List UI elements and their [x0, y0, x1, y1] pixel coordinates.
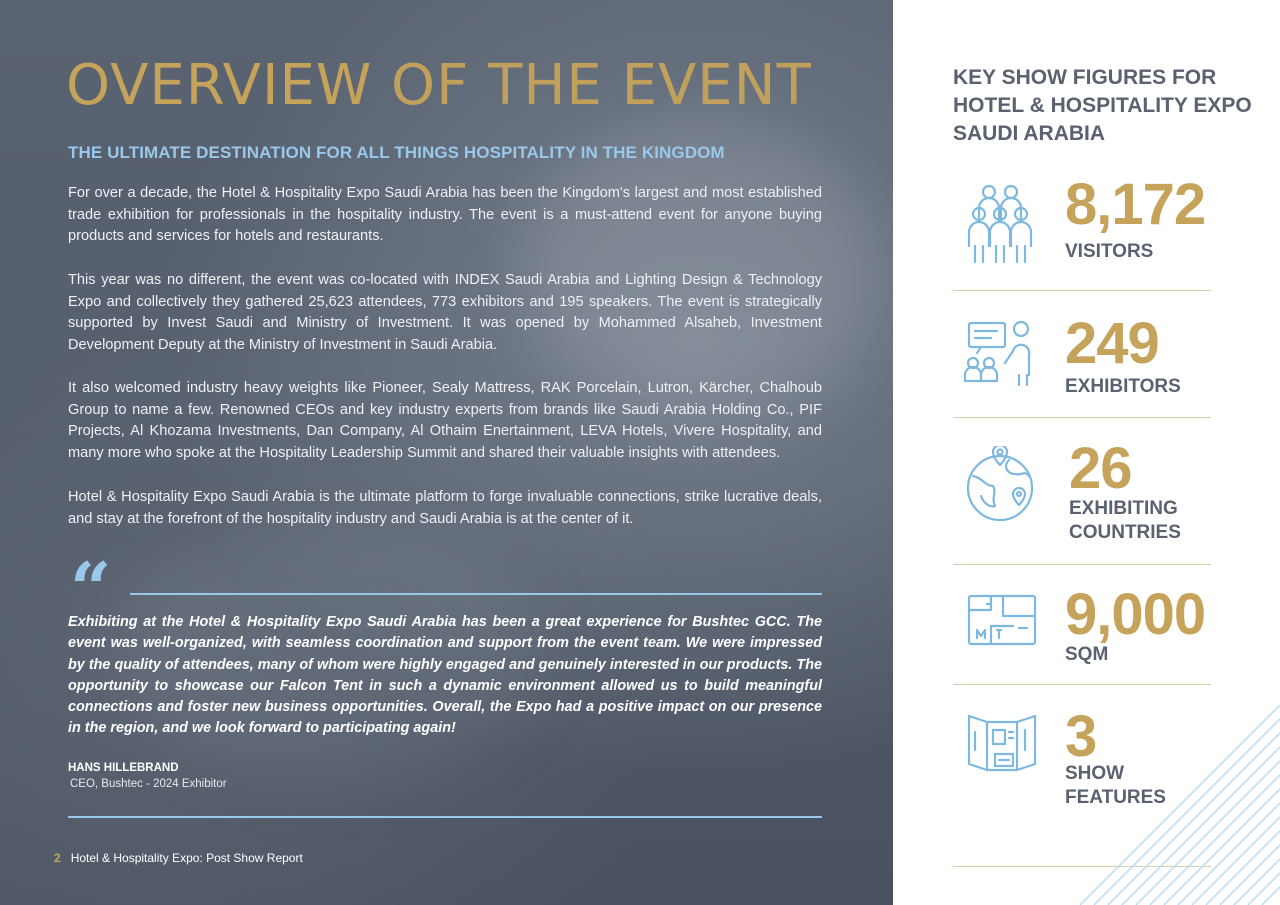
stat-exhibitors	[953, 311, 1211, 415]
page-number: 2	[54, 851, 61, 865]
stat-label-line: SHOW	[1065, 763, 1125, 784]
stat-value: 26	[1069, 436, 1132, 501]
testimonial-quote: Exhibiting at the Hotel & Hospitality Expo Saudi Arabia has been a great experience for Bushtec GCC. The event was well-organized, with seamless coordination and support from the event team. We were impressed by the quality of attendees, many of whom were highly engaged and genuinely interested in our products. The opportunity to showcase our Falcon Tent in such a dynamic environment allowed us to build meaningful connections and foster new business opportunities. Overall, the Expo had a positive impact on our presence in the region, and we look forward to participating again!	[68, 614, 822, 737]
divider	[68, 816, 822, 818]
testimonial-author: HANS HILLEBRAND	[68, 762, 179, 774]
stat-sqm	[953, 582, 1211, 681]
page-title	[66, 53, 812, 118]
stat-label	[1069, 497, 1181, 545]
stat-value: 8,172	[1065, 172, 1206, 237]
key-figures-panel	[893, 0, 1280, 905]
divider	[953, 417, 1211, 418]
page-subtitle: THE ULTIMATE DESTINATION FOR ALL THINGS HOSPITALITY IN THE KINGDOM	[68, 143, 725, 162]
paragraph-intro: For over a decade, the Hotel & Hospitality Expo Saudi Arabia has been the Kingdom's largest and most established trade exhibition for professionals in the hospitality industry. The event is a must-attend event for anyone buying products and services for hotels and restaurants.	[68, 185, 822, 245]
testimonial-role: CEO, Bushtec - 2024 Exhibitor	[70, 778, 227, 790]
title-emphasis: OVERVIEW	[66, 53, 373, 118]
exhibition-booth-icon	[963, 710, 1037, 794]
paragraph-closing: Hotel & Hospitality Expo Saudi Arabia is the ultimate platform to forge invaluable connections, strike lucrative deals, and stay at the forefront of the hospitality industry and Saudi Arabia is at the center of it.	[68, 489, 822, 527]
decorative-hatch-pattern	[1080, 705, 1280, 905]
divider	[953, 684, 1211, 685]
report-name: Hotel & Hospitality Expo: Post Show Report	[70, 851, 303, 865]
stat-label-line: EXHIBITING	[1069, 498, 1178, 519]
stat-label: EXHIBITORS	[1065, 376, 1181, 397]
divider	[953, 564, 1211, 565]
people-group-icon	[963, 180, 1037, 264]
stat-label: SQM	[1065, 644, 1109, 665]
paragraph-exhibitors: It also welcomed industry heavy weights like Pioneer, Sealy Mattress, RAK Porcelain, Lutron, Kärcher, Chalhoub Group to name a few. Renowned CEOs and key industry experts from brands like Saudi Arabia Holding Co., PIF Projects, Al Khozama Investments, Dan Company, Al Othaim Enertainment, LEVA Hotels, Vivere Hospitality, and many more who spoke at the Hospitality Leadership Summit and shared their valuable insights with attendees.	[68, 380, 822, 461]
stat-label: VISITORS	[1065, 241, 1154, 262]
stat-value: 9,000	[1065, 582, 1206, 647]
title-rest: OF THE EVENT	[372, 53, 812, 118]
presenter-icon	[963, 317, 1037, 401]
stat-value: 249	[1065, 311, 1159, 376]
floor-plan-icon	[963, 586, 1037, 670]
stat-value: 3	[1065, 704, 1097, 769]
stat-countries	[953, 436, 1211, 560]
stat-visitors	[953, 172, 1211, 286]
globe-location-icon	[963, 446, 1037, 530]
divider	[130, 593, 822, 595]
paragraph-colocation: This year was no different, the event was co-located with INDEX Saudi Arabia and Lighting Design & Technology Expo and collectively they gathered 25,623 attendees, 773 exhibitors and 195 speakers. The event is strategically supported by Invest Saudi and Ministry of Investment. It was opened by Mohammed Alsaheb, Investment Development Deputy at the Ministry of Investment in Saudi Arabia.	[68, 272, 822, 353]
stat-label-line: FEATURES	[1065, 787, 1166, 808]
key-figures-title: KEY SHOW FIGURES FOR HOTEL & HOSPITALITY EXPO SAUDI ARABIA	[953, 66, 1252, 145]
quote-mark-icon: “	[70, 546, 112, 631]
stat-label-line: COUNTRIES	[1069, 522, 1181, 543]
divider	[953, 290, 1211, 291]
page-footer	[54, 851, 303, 865]
